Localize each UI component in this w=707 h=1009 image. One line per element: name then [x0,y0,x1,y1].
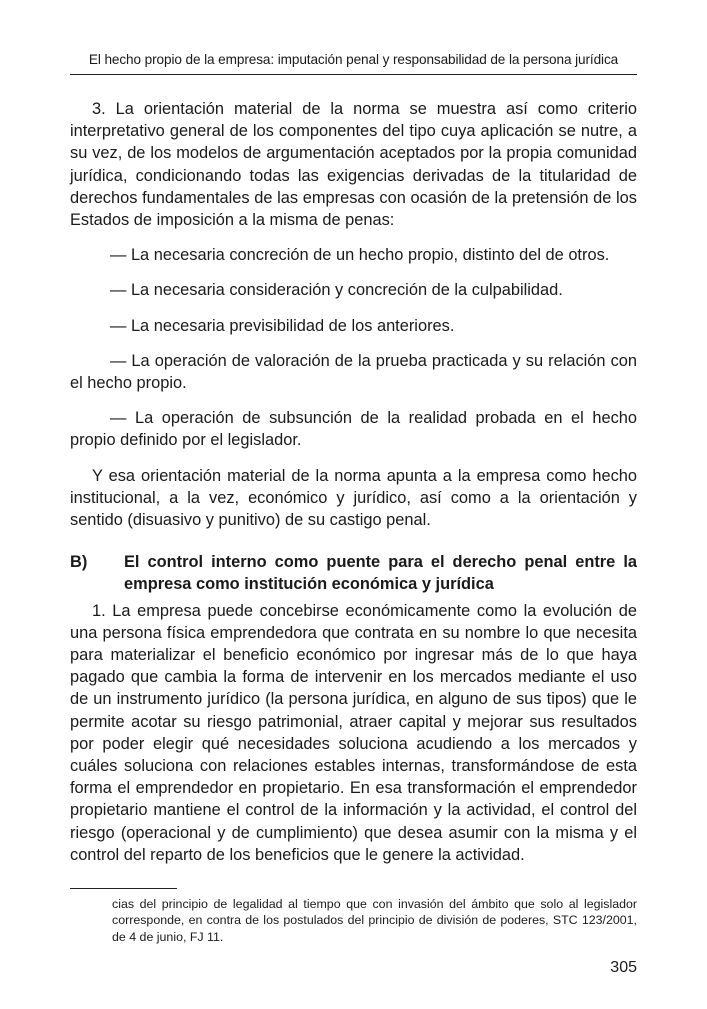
footnote-rule [70,888,177,889]
section-heading [70,551,637,595]
list-item: — La necesaria consideración y concreción de la culpabilidad. [110,281,563,300]
paragraph-section: 1. La empresa puede concebirse económicamente como la evolución de una persona física emprendedora que contrata en su nombre lo que necesita para materializar el beneficio económico por ingresar más de lo que haya pagado que cambia la forma de intervenir en los mercados mediante el uso de un instrumento jurídico (la persona jurídica, en alguno de sus tipos) que le permite acotar su riesgo patrimonial, atraer capital y mejorar sus resultados por poder elegir qué necesidades soluciona acudiendo a los mercados y cuáles soluciona con relaciones estables internas, transformándose de esta forma el emprendedor en propietario. En esa transformación el emprendedor propietario mantiene el control de la información y la actividad, el control del riesgo (operacional y de cumplimiento) que desea asumir con la misma y el control del reparto de los beneficios que le genere la actividad. [70,601,637,864]
footnote: cias del principio de legalidad al tiempo que con invasión del ámbito que solo al legislador corresponde, en contra de los postulados del principio de división de poderes, STC 123/2001, de 4 de junio, FJ 11. [112,897,637,944]
running-head: El hecho propio de la empresa: imputación penal y responsabilidad de la persona jurídica [88,52,619,67]
main-text [70,98,637,866]
section-letter: B) [70,553,88,572]
page-number: 305 [610,959,637,976]
list-item: — La operación de subsunción de la realidad probada en el hecho propio definido por el legislador. [70,409,637,450]
list-item: — La operación de valoración de la prueba practicada y su relación con el hecho propio. [70,351,637,393]
section-title: El control interno como puente para el derecho penal entre la empresa como institución económica y jurídica [124,553,637,594]
header-rule [70,74,637,75]
list-item: — La necesaria previsibilidad de los anteriores. [110,316,455,335]
list-item: — La necesaria concreción de un hecho propio, distinto del de otros. [110,246,610,265]
paragraph-conclusion: Y esa orientación material de la norma apunta a la empresa como hecho institucional, a la vez, económico y jurídico, así como a la orientación y sentido (disuasivo y punitivo) de su castigo penal. [70,466,637,530]
paragraph-intro: 3. La orientación material de la norma se muestra así como criterio interpretativo general de los componentes del tipo cuya aplicación se nutre, a su vez, de los modelos de argumentación aceptados por la propia comunidad jurídica, condicionando todas las exigencias derivadas de la titularidad de derechos fundamentales de las empresas con ocasión de la pretensión de los Estados de imposición a la misma de penas: [70,100,637,230]
